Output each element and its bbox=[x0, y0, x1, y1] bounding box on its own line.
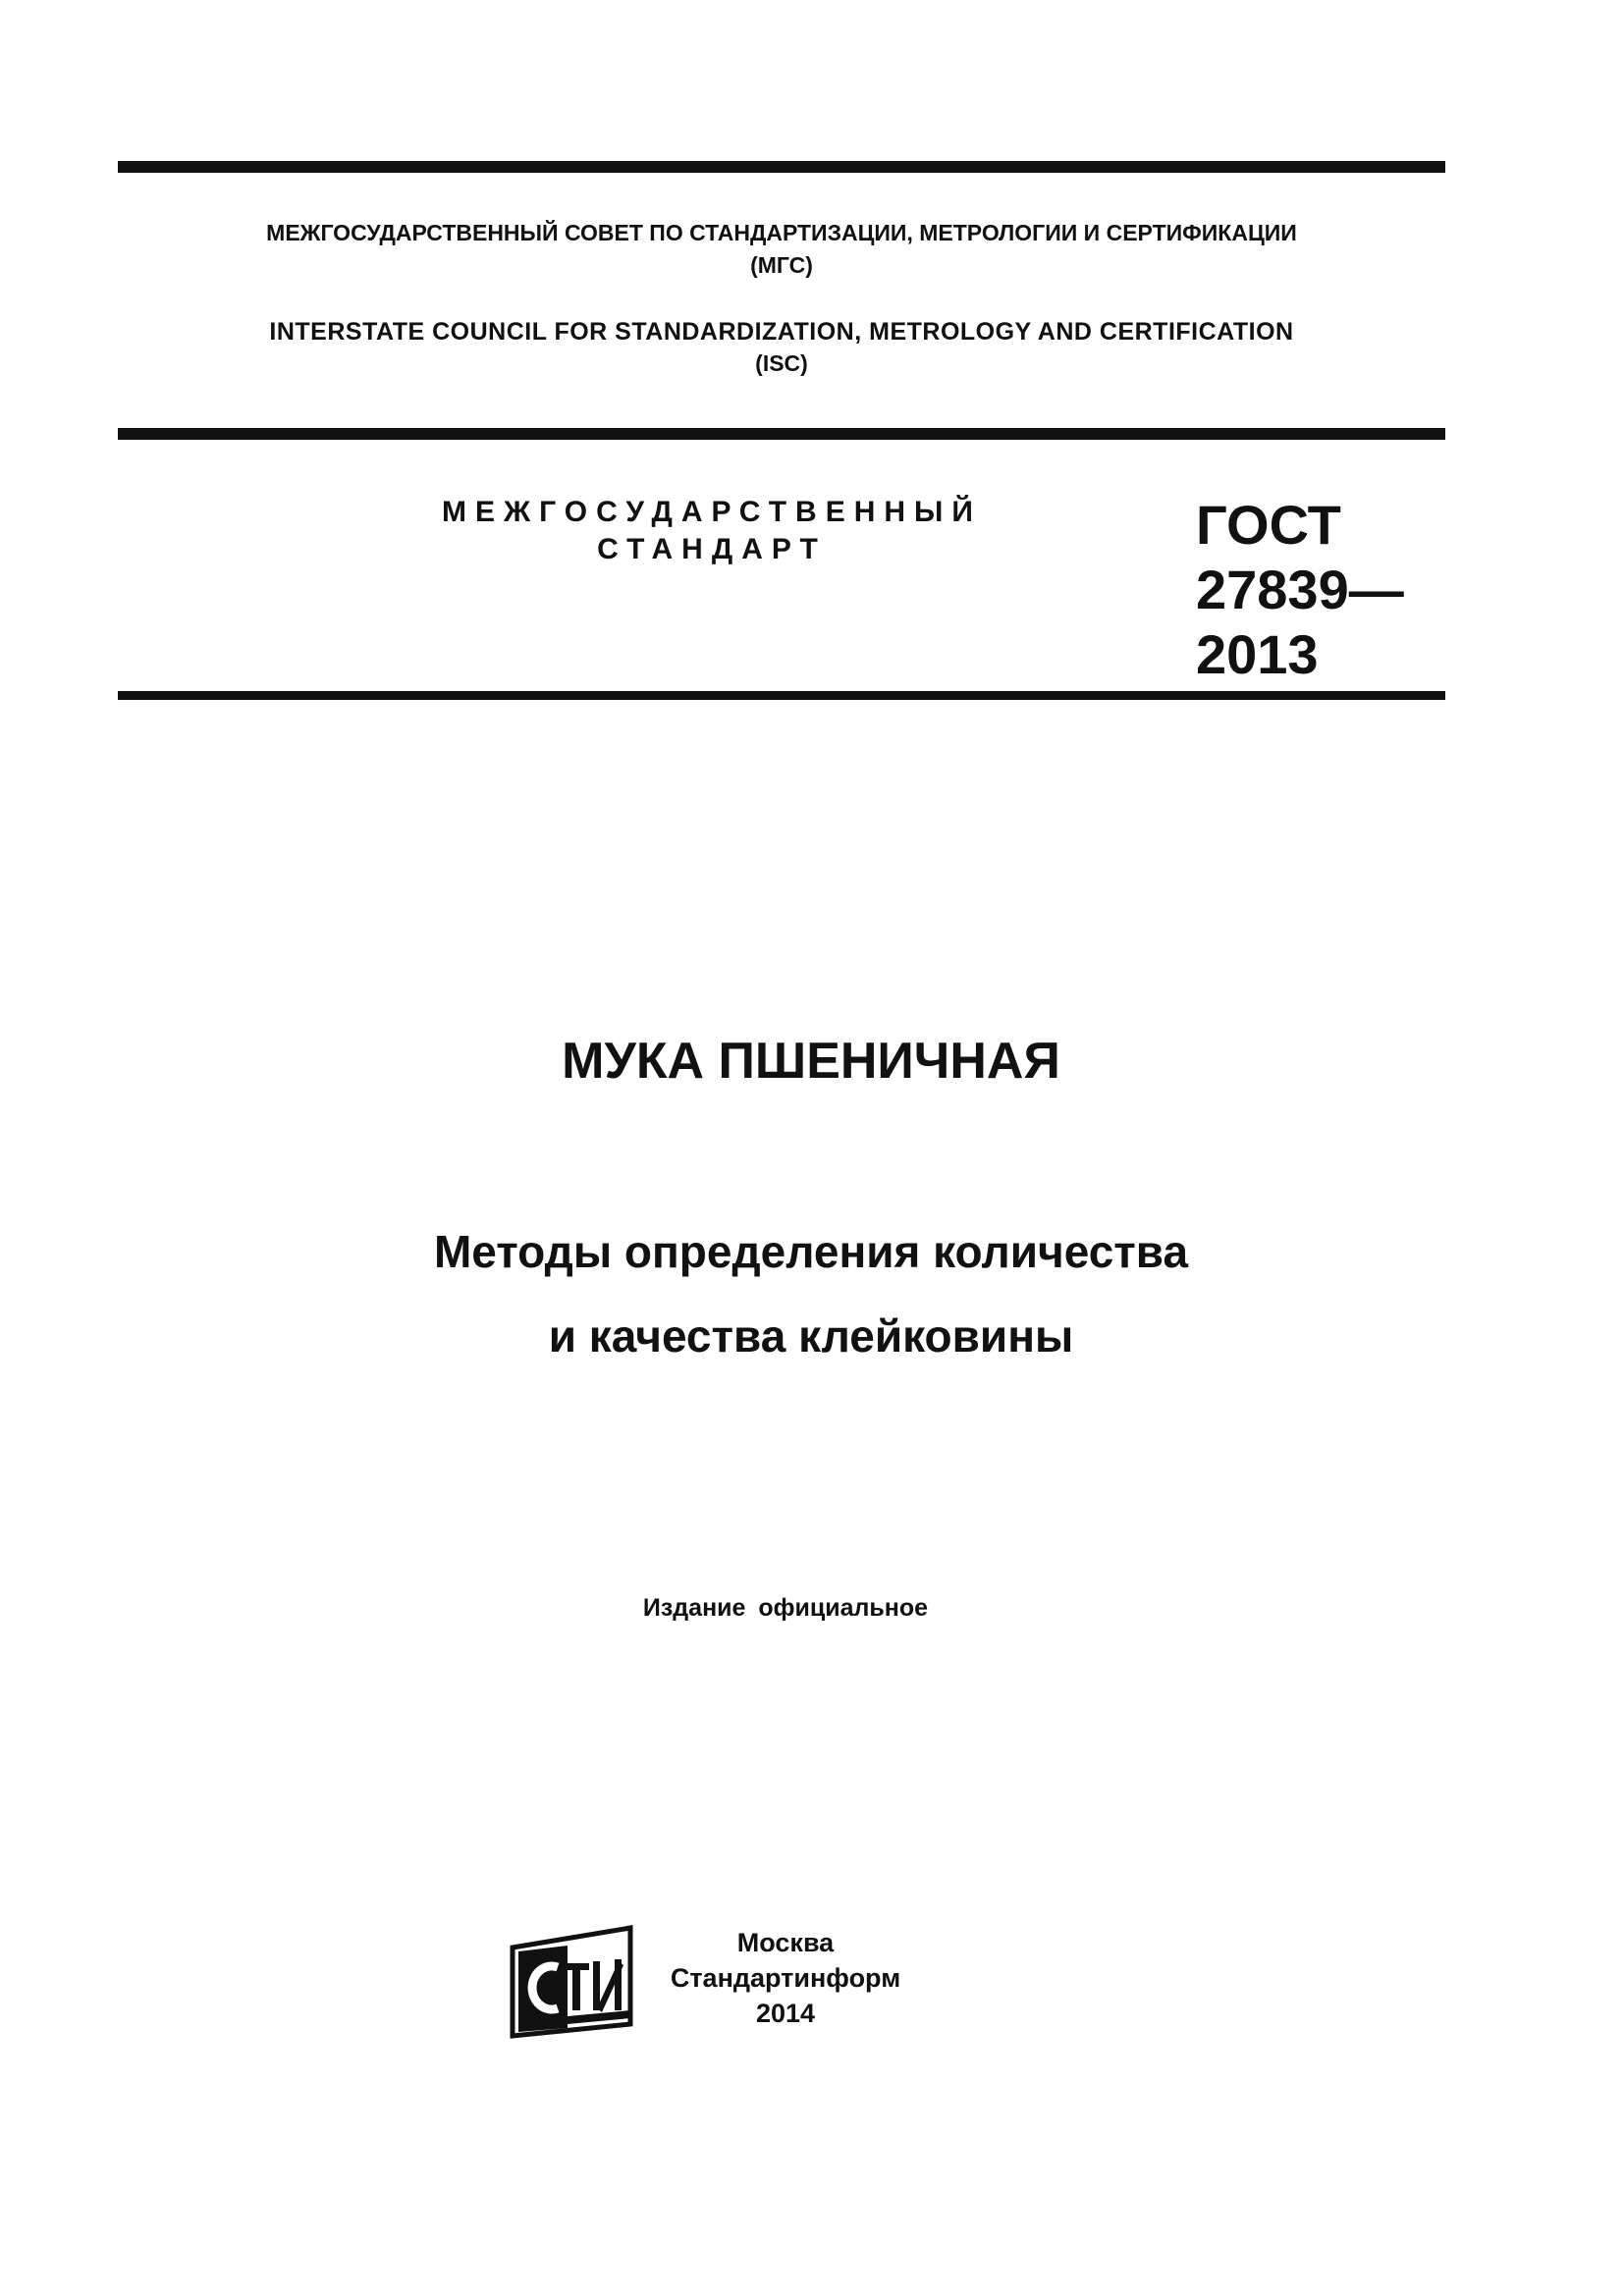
gost-designation bbox=[1196, 493, 1404, 687]
standard-kind-line1: МЕЖГОСУДАРСТВЕННЫЙ bbox=[442, 496, 982, 528]
edition-label: Издание официальное bbox=[642, 1594, 929, 1622]
council-name-ru: МЕЖГОСУДАРСТВЕННЫЙ СОВЕТ ПО СТАНДАРТИЗАЦИИ, МЕТРОЛОГИИ И СЕРТИФИКАЦИИ bbox=[266, 220, 1297, 245]
council-abbr-en: (ISC) bbox=[755, 350, 808, 376]
imprint-city: Москва bbox=[736, 1928, 835, 1957]
council-abbr-ru: (МГС) bbox=[750, 252, 813, 278]
designation-rule bbox=[118, 691, 1445, 700]
standard-kind-line2: СТАНДАРТ bbox=[597, 533, 827, 565]
document-subtitle-line1: Методы определения количества bbox=[433, 1226, 1189, 1277]
gost-year: 2013 bbox=[1196, 623, 1319, 685]
gost-number: 27839— bbox=[1196, 559, 1404, 620]
imprint-year: 2014 bbox=[755, 1999, 816, 2028]
header-bottom-rule bbox=[118, 428, 1445, 440]
council-name-en: INTERSTATE COUNCIL FOR STANDARDIZATION, METROLOGY AND CERTIFICATION bbox=[269, 318, 1294, 346]
standartinform-logo-icon bbox=[507, 1922, 638, 2042]
document-subtitle-line2: и качества клейковины bbox=[548, 1310, 1074, 1362]
gost-prefix: ГОСТ bbox=[1196, 494, 1341, 556]
top-rule bbox=[118, 161, 1445, 173]
imprint-publisher: Стандартинформ bbox=[670, 1963, 901, 1993]
document-title: МУКА ПШЕНИЧНАЯ bbox=[562, 1033, 1060, 1090]
